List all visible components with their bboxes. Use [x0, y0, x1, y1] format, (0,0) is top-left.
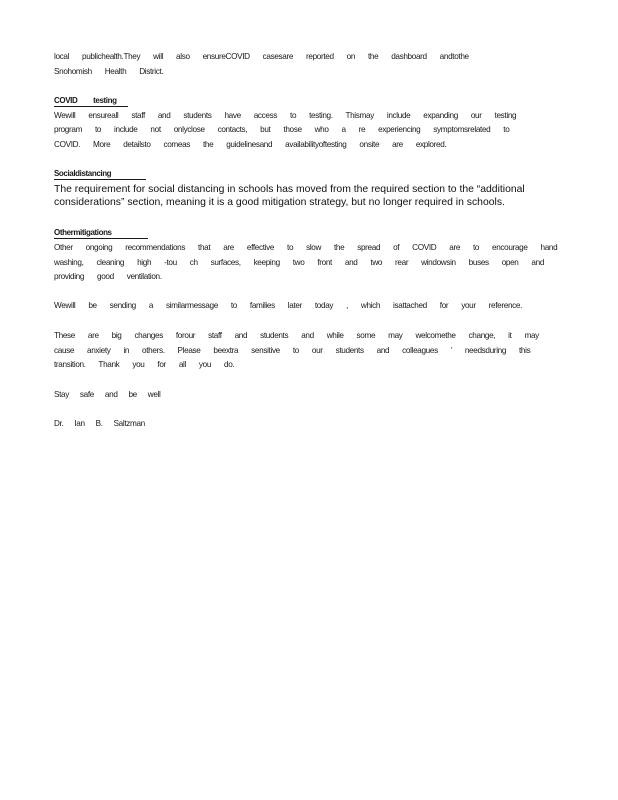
- covid-testing-heading-text: COVID testing: [54, 96, 117, 105]
- other-mitigations-line-2: washing, cleaning high -tou ch surfaces, keeping two front and two rear windowsin buses open and: [54, 258, 545, 267]
- intro-line-2: Snohomish Health District.: [54, 67, 164, 76]
- other-mitigations-heading-text: Othermitigations: [54, 228, 112, 237]
- other-mitigations-line-3: providing good ventilation.: [54, 272, 162, 281]
- other-mitigations-underline: [54, 238, 148, 239]
- covid-testing-line-1: Wewill ensureall staff and students have access to testing. Thismay include expanding our testing: [54, 111, 517, 120]
- covid-testing-heading: [54, 96, 117, 106]
- letter-note: Wewill be sending a similarmessage to families later today , which isattached for your reference.: [54, 301, 523, 310]
- signature-name: Dr. Ian B. Saltzman: [54, 419, 145, 428]
- closing-line-1: These are big changes forour staff and students and while some may welcomethe change, it may: [54, 331, 539, 340]
- signoff-text: Stay safe and be well: [54, 390, 161, 399]
- intro-line-1: local publichealth.They will also ensureCOVID casesare reported on the dashboard andtothe: [54, 52, 469, 61]
- social-distancing-heading: [54, 169, 111, 179]
- covid-testing-line-3: COVID. More detailsto comeas the guidelinesand availabilityoftesting onsite are explored.: [54, 140, 447, 149]
- closing-line-2: cause anxiety in others. Please beextra sensitive to our students and colleagues ’ needsduring this: [54, 346, 531, 355]
- social-distancing-heading-text: Socialdistancing: [54, 169, 112, 178]
- other-mitigations-line-1: Other ongoing recommendations that are effective to slow the spread of COVID are to encourage hand: [54, 243, 558, 252]
- covid-testing-line-2: program to include not onlyclose contacts, but those who a re experiencing symptomsrelated to: [54, 125, 510, 134]
- covid-testing-underline: [54, 106, 128, 107]
- social-distancing-paragraph: The requirement for social distancing in schools has moved from the required section to the “additional considerations” section, meaning it is a good mitigation strategy, but no longer required in schools.: [54, 184, 525, 208]
- social-distancing-underline: [54, 179, 146, 180]
- closing-line-3: transition. Thank you for all you do.: [54, 360, 235, 369]
- other-mitigations-heading: [54, 228, 112, 238]
